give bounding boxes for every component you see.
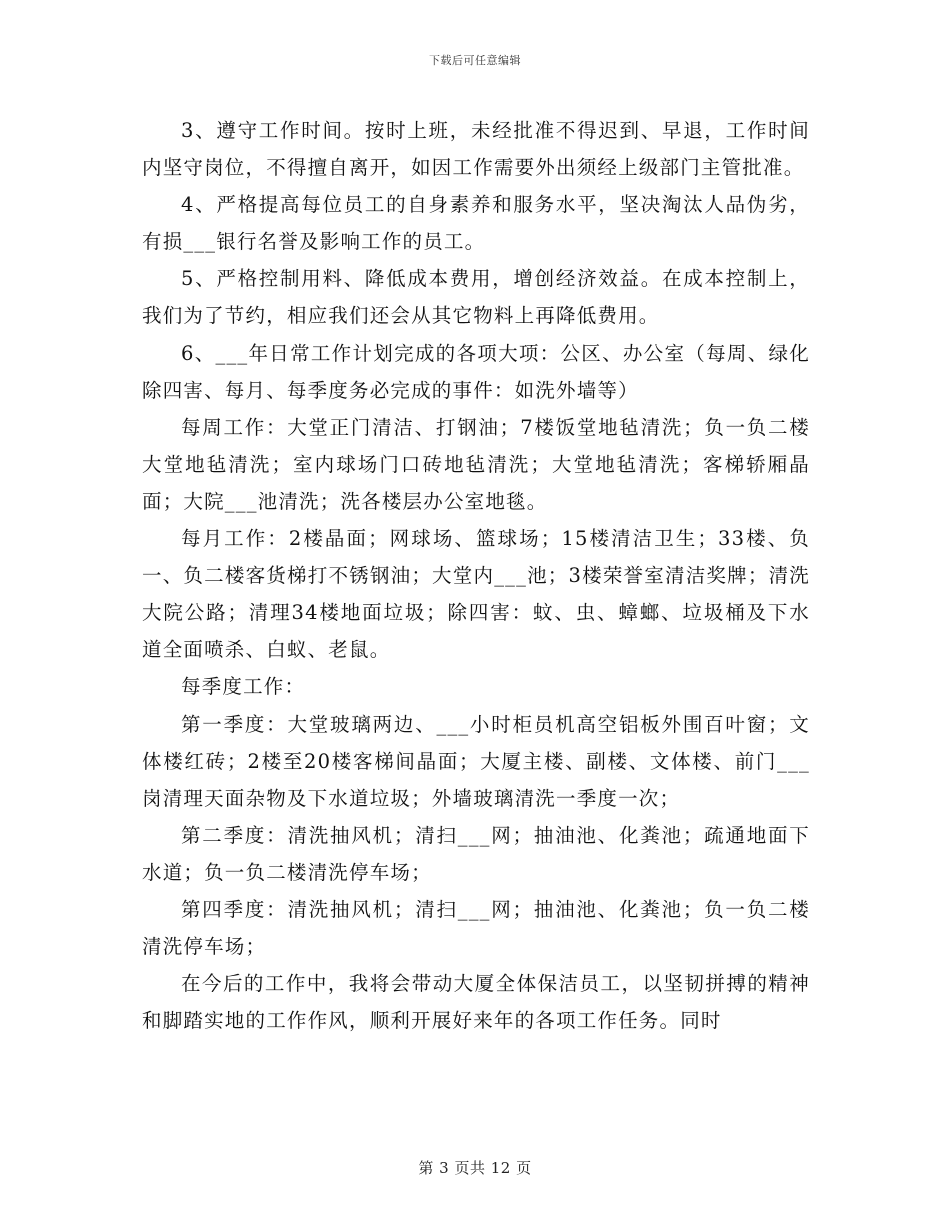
document-body	[142, 112, 810, 1039]
paragraph-quarterly-heading: 每季度工作：	[181, 675, 306, 699]
paragraph-item-4: 4、严格提高每位员工的自身素养和服务水平，坚决淘汰人品伪劣，有损___银行名誉及影响工作的员工。	[142, 193, 810, 254]
paragraph-item-6: 6、___年日常工作计划完成的各项大项：公区、办公室（每周、绿化除四害、每月、每季度务必完成的事件：如洗外墙等）	[142, 341, 810, 402]
paragraph-second-quarter: 第二季度：清洗抽风机；清扫___网；抽油池、化粪池；疏通地面下水道；负一负二楼清洗停车场；	[142, 823, 810, 884]
page-header: 下载后可任意编辑	[429, 54, 521, 67]
paragraph-item-5: 5、严格控制用料、降低成本费用，增创经济效益。在成本控制上，我们为了节约，相应我们还会从其它物料上再降低费用。	[142, 267, 810, 328]
paragraph-first-quarter: 第一季度：大堂玻璃两边、___小时柜员机高空铝板外围百叶窗；文体楼红砖；2楼至20楼客梯间晶面；大厦主楼、副楼、文体楼、前门___岗清理天面杂物及下水道垃圾；外墙玻璃清洗一季度一次；	[142, 712, 810, 810]
page-number: 第 3 页共 12 页	[418, 1159, 532, 1177]
paragraph-closing: 在今后的工作中，我将会带动大厦全体保洁员工，以坚韧拼搏的精神和脚踏实地的工作作风，顺利开展好来年的各项工作任务。同时	[142, 972, 810, 1033]
paragraph-fourth-quarter: 第四季度：清洗抽风机；清扫___网；抽油池、化粪池；负一负二楼清洗停车场；	[142, 897, 810, 959]
paragraph-monthly-work: 每月工作：2楼晶面；网球场、篮球场；15楼清洁卫生；33楼、负一、负二楼客货梯打不锈钢油；大堂内___池；3楼荣誉室清洁奖牌；清洗大院公路；清理34楼地面垃圾；除四害：蚊、虫、蟑螂、垃圾桶及下水道全面喷杀、白蚁、老鼠。	[142, 527, 810, 662]
paragraph-weekly-work: 每周工作：大堂正门清洁、打钢油；7楼饭堂地毡清洗；负一负二楼大堂地毡清洗；室内球场门口砖地毡清洗；大堂地毡清洗；客梯轿厢晶面；大院___池清洗；洗各楼层办公室地毯。	[142, 415, 810, 513]
paragraph-item-3: 3、遵守工作时间。按时上班，未经批准不得迟到、早退，工作时间内坚守岗位，不得擅自离开，如因工作需要外出须经上级部门主管批准。	[142, 119, 810, 180]
